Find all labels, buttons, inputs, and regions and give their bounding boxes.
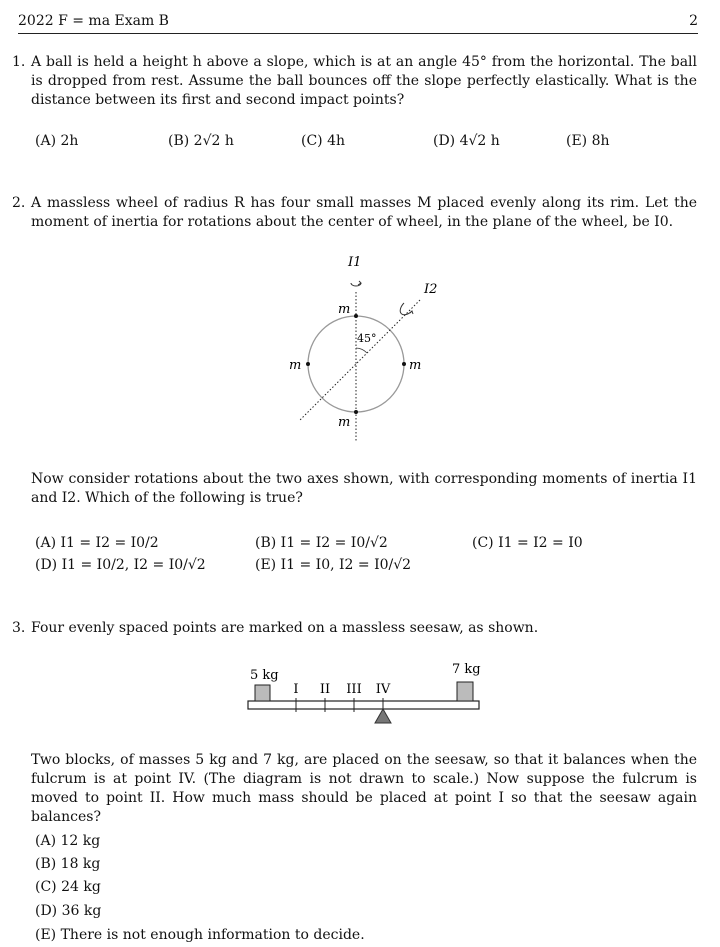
point-label-iii: III — [346, 682, 362, 697]
mass-left — [306, 362, 310, 366]
seesaw-diagram — [240, 655, 490, 727]
block-left — [255, 685, 270, 701]
page-number: 2 — [689, 13, 698, 29]
left-mass-label: 5 kg — [250, 668, 279, 683]
seesaw-plank — [248, 701, 479, 709]
angle-label: 45° — [357, 332, 377, 345]
q2-number: 2. — [12, 195, 26, 211]
page-header — [18, 12, 698, 32]
mass-right — [402, 362, 406, 366]
q3-text: Four evenly spaced points are marked on a massless seesaw, as shown. — [31, 620, 539, 636]
q2-option-e: (E) I1 = I0, I2 = I0/√2 — [255, 557, 412, 573]
q3-number: 3. — [12, 620, 26, 636]
point-label-ii: II — [319, 682, 331, 697]
block-right — [457, 682, 473, 701]
q1-option-d: (D) 4√2 h — [433, 133, 500, 149]
q1-number: 1. — [12, 54, 26, 70]
mass-label-bottom: m — [338, 415, 351, 430]
fulcrum — [375, 709, 391, 723]
q2-option-d: (D) I1 = I0/2, I2 = I0/√2 — [35, 557, 206, 573]
q2-option-b: (B) I1 = I2 = I0/√2 — [255, 535, 388, 551]
header-rule — [18, 33, 698, 34]
rotation-arrow-1-icon — [351, 281, 361, 286]
q3-option-b: (B) 18 kg — [35, 856, 101, 872]
q3-option-c: (C) 24 kg — [35, 879, 101, 895]
mass-bottom — [354, 410, 358, 414]
right-mass-label: 7 kg — [452, 662, 481, 677]
q2-text: A massless wheel of radius R has four small masses M placed evenly along its rim. Let the moment of inertia for rotations about the center of wheel, in the plane of the wheel, be I0. — [31, 195, 697, 230]
q1-option-c: (C) 4h — [301, 133, 346, 149]
exam-title: 2022 F = ma Exam B — [18, 13, 169, 29]
q1-option-e: (E) 8h — [566, 133, 610, 149]
angle-arc — [356, 348, 367, 353]
mass-top — [354, 314, 358, 318]
mass-label-top: m — [338, 302, 351, 317]
axis-1-label: I1 — [348, 255, 362, 270]
mass-label-left: m — [289, 358, 302, 373]
q1-text: A ball is held a height h above a slope, which is at an angle 45° from the horizontal. The ball is dropped from rest. Assume the ball bounces off the slope perfectly elastically. What is the distance between its first and second impact points? — [31, 54, 697, 108]
wheel-diagram — [270, 250, 450, 445]
q3-option-d: (D) 36 kg — [35, 903, 102, 919]
q3-option-e: (E) There is not enough information to decide. — [35, 927, 365, 943]
q2-option-c: (C) I1 = I2 = I0 — [472, 535, 583, 551]
q2-text-2: Now consider rotations about the two axes shown, with corresponding moments of inertia I1 and I2. Which of the following is true? — [31, 471, 697, 506]
q2-option-a: (A) I1 = I2 = I0/2 — [35, 535, 159, 551]
q3-text-2: Two blocks, of masses 5 kg and 7 kg, are placed on the seesaw, so that it balances when the fulcrum is at point IV. (The diagram is not drawn to scale.) Now suppose the fulcrum is moved to point II. How much mass should be placed at point I so that the seesaw again balances? — [31, 752, 697, 825]
axis-2-line — [300, 300, 420, 420]
q1-option-a: (A) 2h — [35, 133, 79, 149]
point-label-iv: IV — [375, 682, 391, 697]
mass-label-right: m — [409, 358, 422, 373]
axis-2-label: I2 — [424, 282, 438, 297]
q1-option-b: (B) 2√2 h — [168, 133, 234, 149]
point-label-i: I — [293, 682, 299, 697]
q3-option-a: (A) 12 kg — [35, 833, 101, 849]
